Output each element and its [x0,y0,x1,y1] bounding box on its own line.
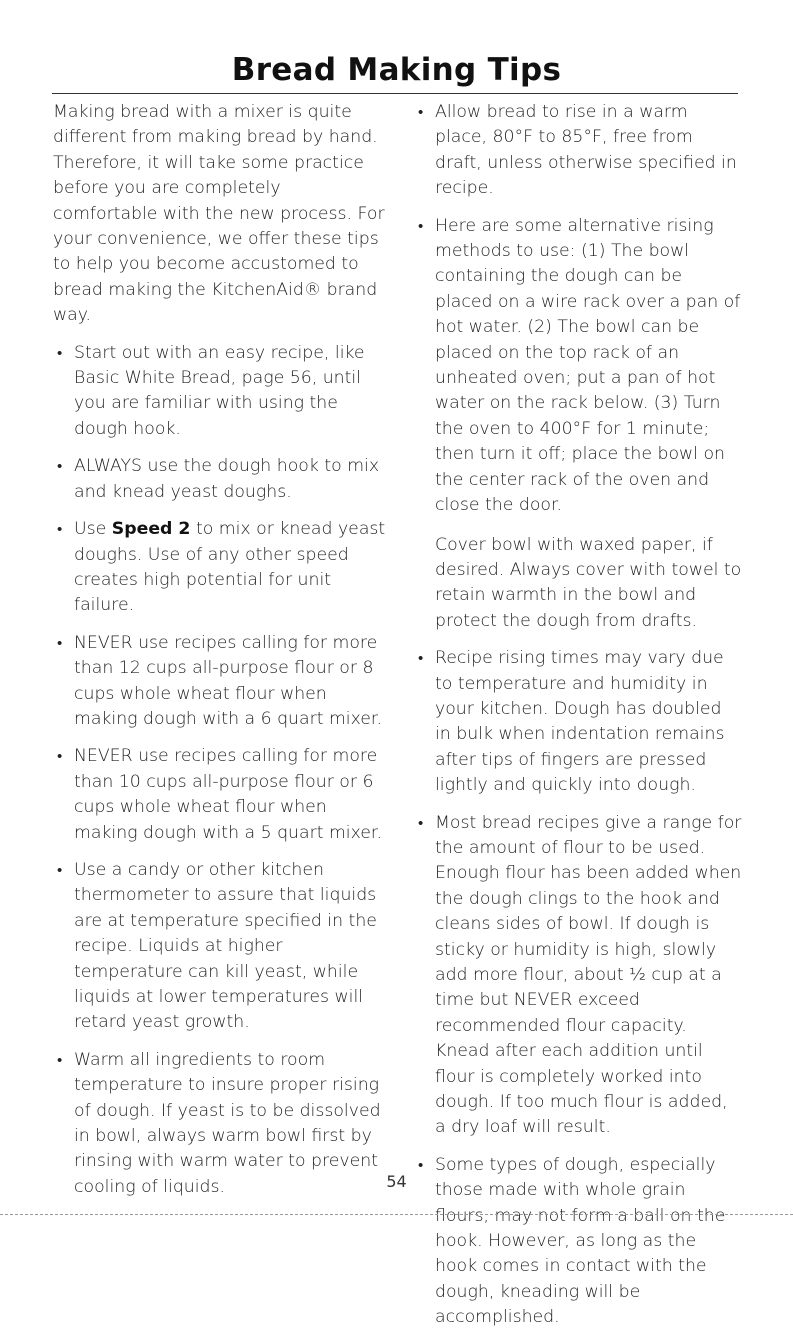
intro-paragraph: Making bread with a mixer is quite different from making bread by hand. Therefore, it will take some practice before you are completely comfortable with the new process. For your convenience, we offer these tips to help you become accustomed to bread making the KitchenAid® brand way. [53,102,385,326]
tip-rising-methods [414,214,742,635]
bullet-icon: • [57,343,63,362]
tip-text: Here are some alternative rising methods to use: (1) The bowl containing the dough can be placed on a wire rack over a pan of hot water. (2) The bowl can be placed on the top rack of an unheated oven; put a pan of hot water on the rack below. (3) Turn the oven to 400°F for 1 minute; then turn it off; place the bowl on the center rack of the oven and close the door. [435,215,741,516]
right-column [414,100,742,1343]
bullet-icon: • [418,649,424,668]
bullet-icon: • [418,813,424,832]
tip-text: Some types of dough, especially those made with whole grain flours, may not form a ball on the hook. However, as long as the hook comes in contact with the dough, kneading will be accomplished. [435,1154,726,1328]
tip-text: NEVER use recipes calling for more than 10 cups all-purpose flour or 6 cups whole wheat flour when making dough with a 5 quart mixer. [74,746,382,843]
tip-text: Start out with an easy recipe, like Basic White Bread, page 56, until you are familiar with using the dough hook. [74,342,365,439]
bullet-icon: • [57,457,63,476]
tip-text [74,517,388,619]
tip-speed [53,517,388,619]
tip-text: Most bread recipes give a range for the amount of flour to be used. Enough flour has been added when the dough clings to the hook and cleans sides of bowl. If dough is sticky or humidity is high, slowly add more flour, about ½ cup at a time but NEVER exceed recommended flour capacity. Knead after each addition until flour is completely worked into dough. If too much flour is added, a dry loaf will result. [435,812,742,1138]
tip-6-quart-capacity [53,631,388,733]
tip-flour-amount [414,811,742,1141]
title-rule [52,93,738,94]
bullet-icon: • [57,633,63,652]
tip-text: Use a candy or other kitchen thermometer to assure that liquids are at temperature specified in the recipe. Liquids at higher temperature can kill yeast, while liquids at lower temperatures will retard yeast growth. [74,859,377,1033]
page-title: Bread Making Tips [231,52,562,88]
tip-dough-hook [53,454,388,505]
tip-text-post: to mix or knead yeast doughs. Use of any other speed creates high potential for unit failure. [74,519,386,616]
tip-thermometer [53,858,388,1036]
bullet-icon: • [57,860,63,879]
tip-text: Recipe rising times may vary due to temperature and humidity in your kitchen. Dough has doubled in bulk when indentation remains after tips of fingers are pressed lightly and quickly into dough. [435,648,725,796]
tip-rising-times [414,646,742,798]
tip-easy-recipe [53,341,388,443]
page-number: 54 [386,1172,407,1191]
tip-text: ALWAYS use the dough hook to mix and knead yeast doughs. [74,456,380,502]
tip-text: Warm all ingredients to room temperature to insure proper rising of dough. If yeast is to be dissolved in bowl, always warm bowl first by rinsing with warm water to prevent cooling of liquids. [74,1049,381,1197]
speed-setting: Speed 2 [111,519,191,540]
tip-5-quart-capacity [53,744,388,846]
tip-cover-text: Cover bowl with waxed paper, if desired. Always cover with towel to retain warmth in the bowl and protect the dough from drafts. [435,534,742,631]
tip-text-pre: Use [74,519,112,540]
bullet-icon: • [418,216,424,235]
bullet-icon: • [418,103,424,121]
bullet-icon: • [57,747,63,766]
footer-rule [0,1214,793,1215]
bullet-icon: • [57,1050,63,1069]
tip-text: NEVER use recipes calling for more than 12 cups all-purpose flour or 8 cups whole wheat flour when making dough with a 6 quart mixer. [74,632,382,729]
left-column [53,100,388,1212]
bullet-icon: • [418,1155,424,1174]
tip-text: Allow bread to rise in a warm place, 80°F to 85°F, free from draft, unless otherwise specified in recipe. [435,102,737,199]
bullet-icon: • [57,520,63,539]
tip-rise-warm [414,100,742,202]
